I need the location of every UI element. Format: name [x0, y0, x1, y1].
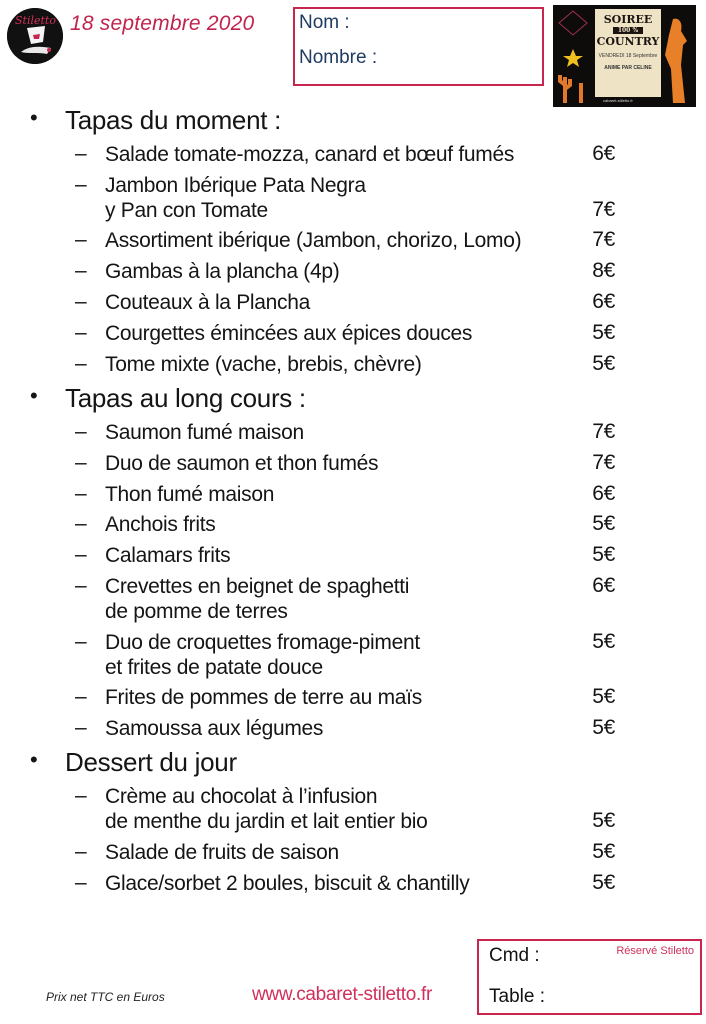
- section-title: Tapas du moment :: [65, 105, 282, 135]
- item-name-line2: de pomme de terres: [105, 600, 288, 623]
- item-name: Saumon fumé maison: [105, 421, 304, 444]
- item-price: 7€: [592, 420, 615, 443]
- bullet-icon: •: [30, 105, 38, 130]
- customer-form-box: [293, 7, 544, 86]
- dash-icon: –: [75, 228, 87, 251]
- item-name: Glace/sorbet 2 boules, biscuit & chantilly: [105, 872, 470, 895]
- item-price: 6€: [592, 482, 615, 505]
- dash-icon: –: [75, 630, 87, 653]
- dash-icon: –: [75, 574, 87, 597]
- country-night-poster: [553, 5, 696, 107]
- item-name: Crevettes en beignet de spaghetti: [105, 575, 410, 598]
- item-name: Frites de pommes de terre au maïs: [105, 686, 422, 709]
- table-field-label[interactable]: Table :: [489, 986, 545, 1007]
- item-name: Gambas à la plancha (4p): [105, 260, 340, 283]
- cmd-field-label[interactable]: Cmd :: [489, 945, 540, 966]
- dash-icon: –: [75, 259, 87, 282]
- item-name: Jambon Ibérique Pata Negra: [105, 174, 366, 197]
- dash-icon: –: [75, 142, 87, 165]
- item-name: Tome mixte (vache, brebis, chèvre): [105, 353, 422, 376]
- item-name: Samoussa aux légumes: [105, 717, 324, 740]
- poster-paper: [595, 9, 661, 97]
- menu-date: 18 septembre 2020: [70, 12, 255, 35]
- dash-icon: –: [75, 321, 87, 344]
- item-name: Assortiment ibérique (Jambon, chorizo, Lomo): [105, 229, 522, 252]
- item-name: Salade tomate-mozza, canard et bœuf fumés: [105, 143, 515, 166]
- item-name: Duo de croquettes fromage-piment: [105, 631, 420, 654]
- section-title: Tapas au long cours :: [65, 383, 306, 413]
- dash-icon: –: [75, 173, 87, 196]
- poster-date-line: VENDREDI 18 Septembre: [598, 53, 658, 59]
- dash-icon: –: [75, 420, 87, 443]
- item-price: 5€: [592, 871, 615, 894]
- dash-icon: –: [75, 871, 87, 894]
- number-field-label[interactable]: Nombre :: [299, 47, 378, 68]
- dash-icon: –: [75, 840, 87, 863]
- item-price: 5€: [592, 809, 615, 832]
- item-name: Crème au chocolat à l’infusion: [105, 785, 378, 808]
- dash-icon: –: [75, 290, 87, 313]
- dash-icon: –: [75, 451, 87, 474]
- reserved-label: Réservé Stiletto: [616, 945, 694, 957]
- item-price: 5€: [592, 685, 615, 708]
- item-price: 7€: [592, 451, 615, 474]
- logo-text: Stiletto: [15, 14, 56, 27]
- bullet-icon: •: [30, 747, 38, 772]
- item-price: 5€: [592, 512, 615, 535]
- dash-icon: –: [75, 716, 87, 739]
- dash-icon: –: [75, 685, 87, 708]
- section-title: Dessert du jour: [65, 747, 237, 777]
- item-price: 5€: [592, 352, 615, 375]
- item-price: 6€: [592, 574, 615, 597]
- item-price: 6€: [592, 290, 615, 313]
- item-name: Courgettes émincées aux épices douces: [105, 322, 473, 345]
- dash-icon: –: [75, 352, 87, 375]
- bullet-icon: •: [30, 383, 38, 408]
- item-name: Duo de saumon et thon fumés: [105, 452, 379, 475]
- website-link[interactable]: www.cabaret-stiletto.fr: [252, 984, 432, 1005]
- item-price: 5€: [592, 630, 615, 653]
- item-name: Salade de fruits de saison: [105, 841, 339, 864]
- item-name-line2: de menthe du jardin et lait entier bio: [105, 810, 428, 833]
- item-price: 5€: [592, 716, 615, 739]
- dash-icon: –: [75, 482, 87, 505]
- poster-website: cabaret-stiletto.fr: [603, 98, 633, 103]
- name-field-label[interactable]: Nom :: [299, 12, 350, 33]
- item-price: 6€: [592, 142, 615, 165]
- item-name-line2: et frites de patate douce: [105, 656, 323, 679]
- item-price: 7€: [592, 198, 615, 221]
- poster-host-line: ANIME PAR CELINE: [604, 65, 652, 71]
- stiletto-logo: [7, 8, 63, 64]
- item-price: 8€: [592, 259, 615, 282]
- item-name: Couteaux à la Plancha: [105, 291, 311, 314]
- poster-badge: 100 %: [613, 27, 643, 34]
- price-note: Prix net TTC en Euros: [46, 990, 165, 1004]
- poster-title-line2: COUNTRY: [596, 35, 660, 48]
- item-price: 5€: [592, 321, 615, 344]
- item-name-line2: y Pan con Tomate: [105, 199, 268, 222]
- item-name: Anchois frits: [105, 513, 216, 536]
- order-box: [477, 939, 702, 1015]
- item-price: 7€: [592, 228, 615, 251]
- dash-icon: –: [75, 784, 87, 807]
- item-name: Calamars frits: [105, 544, 231, 567]
- dash-icon: –: [75, 512, 87, 535]
- item-price: 5€: [592, 840, 615, 863]
- dash-icon: –: [75, 543, 87, 566]
- item-price: 5€: [592, 543, 615, 566]
- item-name: Thon fumé maison: [105, 483, 275, 506]
- poster-title-line1: SOIREE: [603, 13, 653, 26]
